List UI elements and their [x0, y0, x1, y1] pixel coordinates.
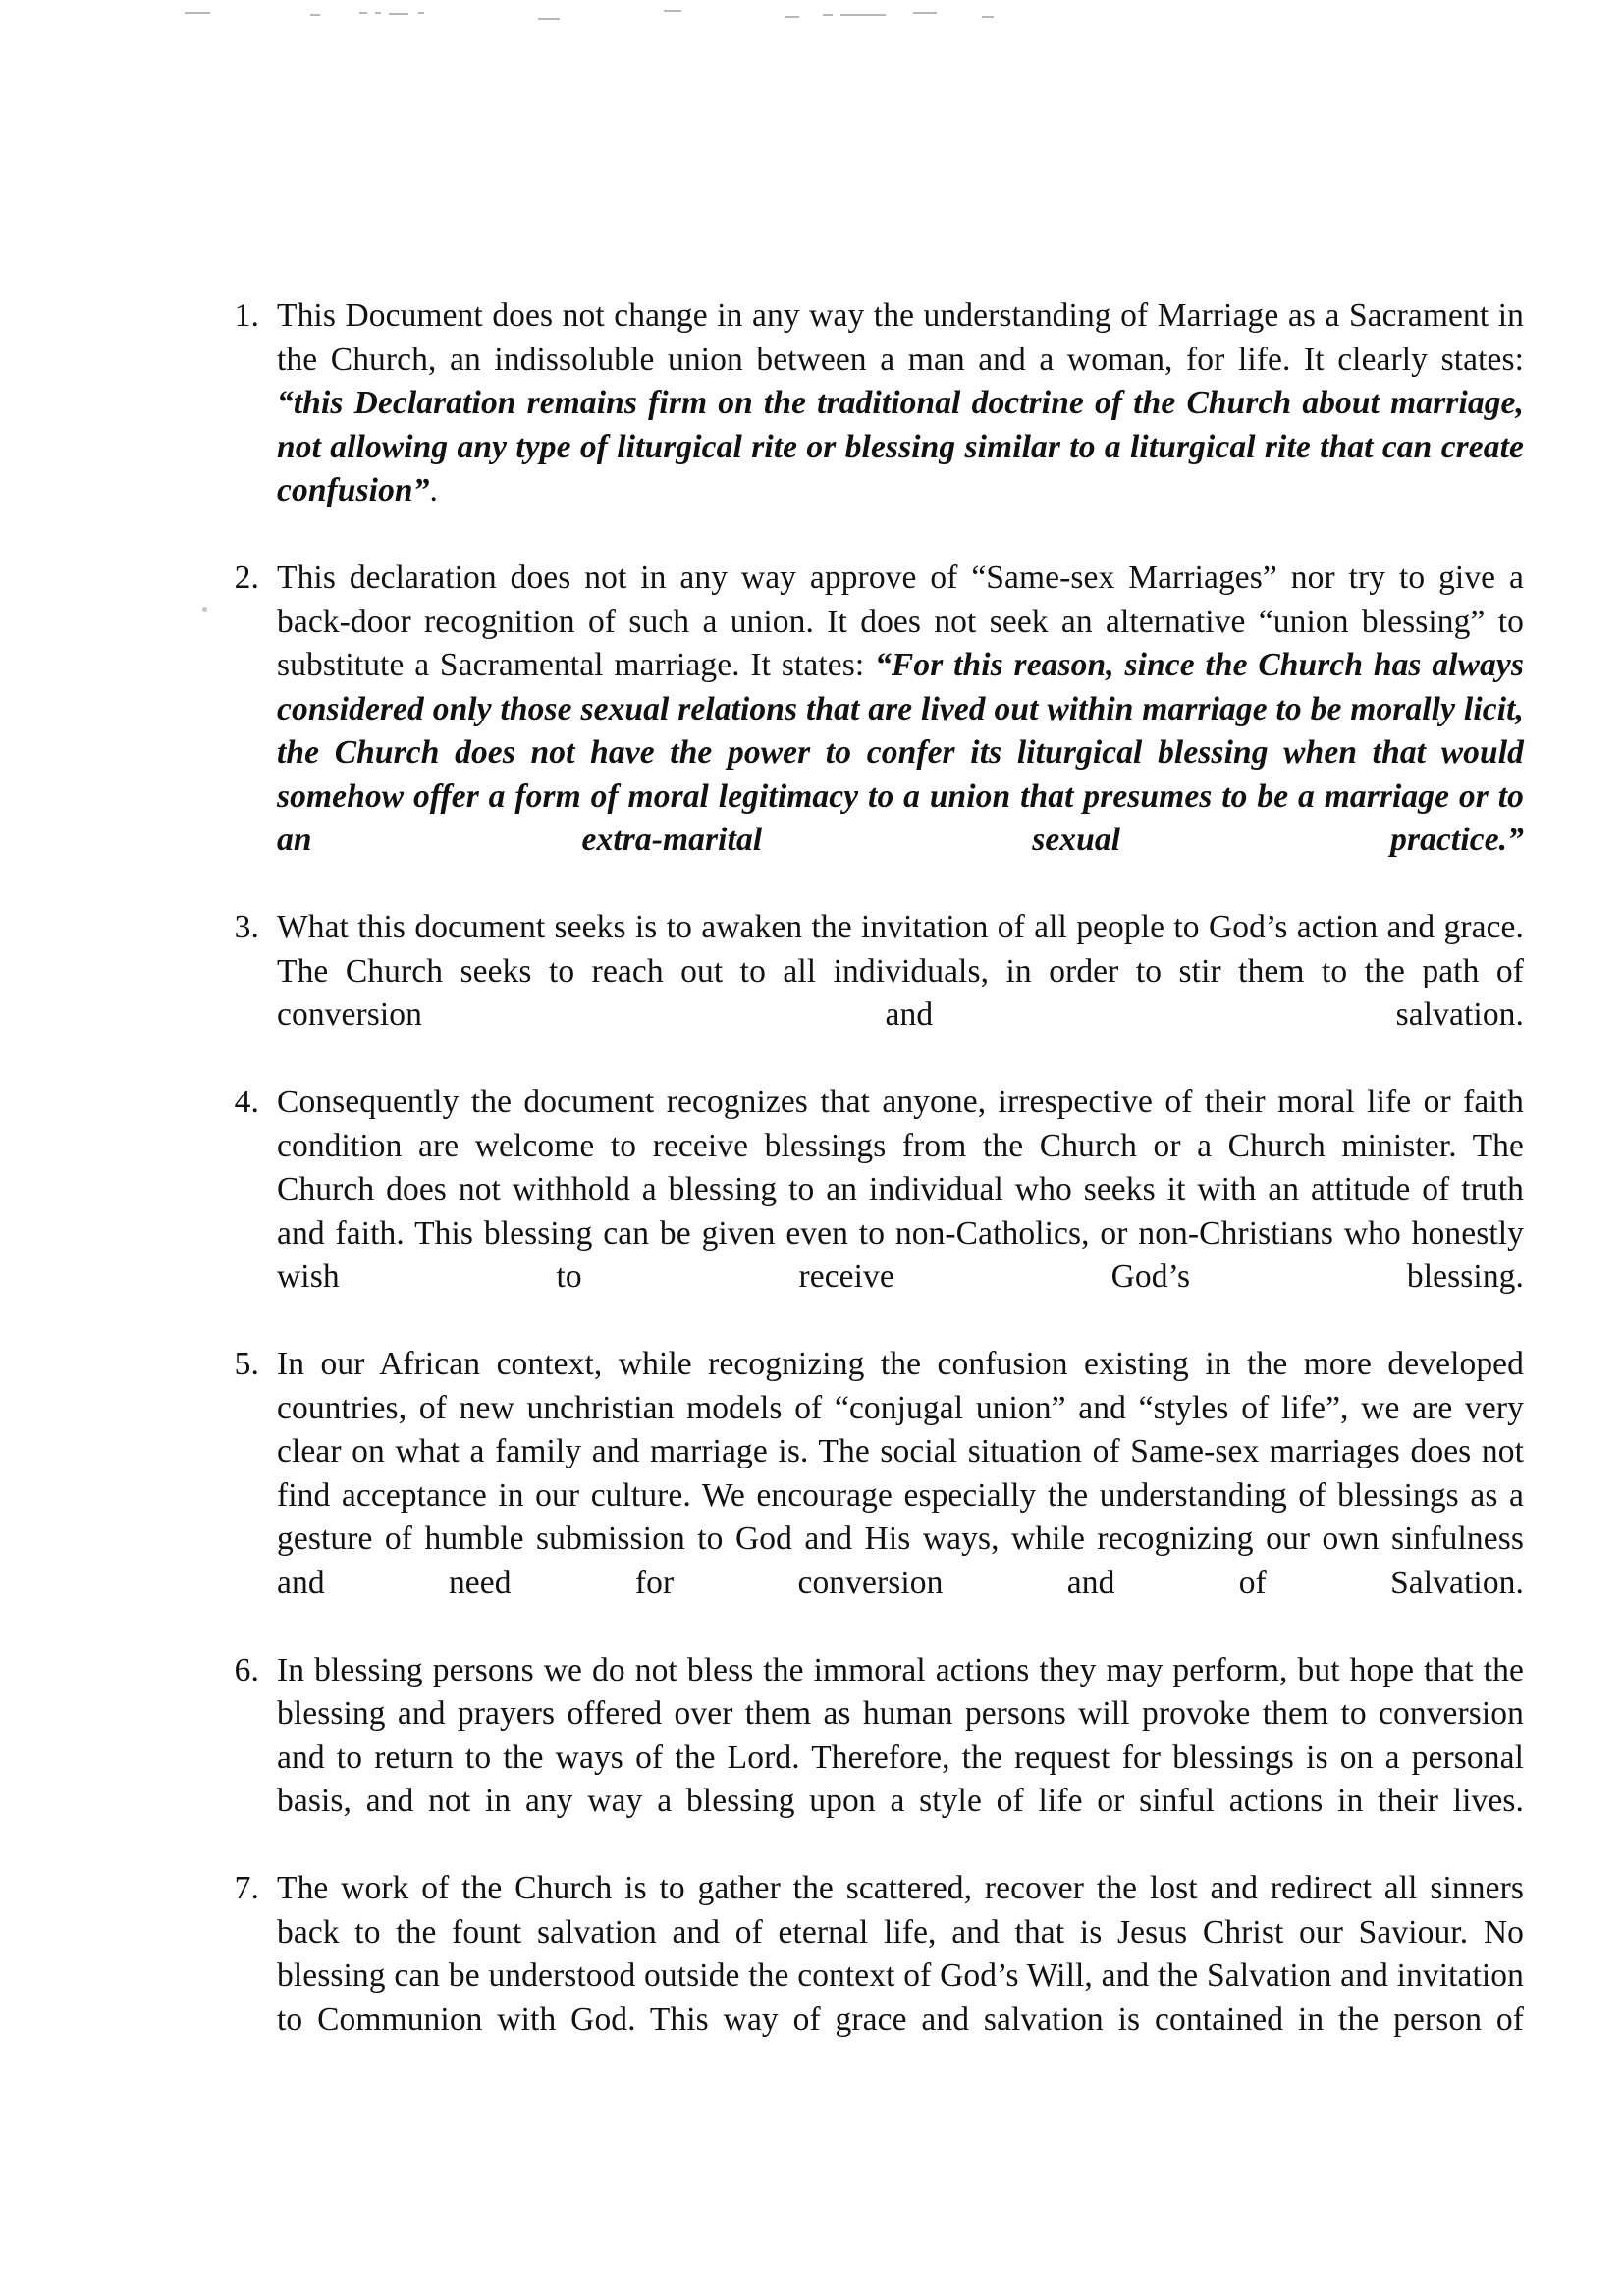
list-item	[208, 1649, 1524, 1868]
list-item	[208, 1867, 1524, 2086]
list-item-number: 2.	[234, 560, 259, 596]
list-item-text: Consequently the document recognizes that anyone, irrespective of their moral life or faith condition are welcome to receive blessings from the Church or a Church minister. The Church does not withhold a blessing to an individual who seeks it with an attitude of truth and faith. This blessing can be given even to non-Catholics, or non-Christians who honestly wish to receive God’s blessing.	[277, 1084, 1524, 1295]
list-item-text: In our African context, while recognizing the confusion existing in the more developed countries, of new unchristian models of “conjugal union” and “styles of life”, we are very clear on what a family and marriage is. The social situation of Same-sex marriages does not find acceptance in our culture. We encourage especially the understanding of blessings as a gesture of humble submission to God and His ways, while recognizing our own sinfulness and need for conversion and of Salvation.	[277, 1346, 1524, 1601]
list-item	[208, 1081, 1524, 1343]
list-item	[208, 1343, 1524, 1649]
list-item-number: 7.	[234, 1870, 259, 1906]
list-item-number: 4.	[234, 1084, 259, 1120]
numbered-list	[208, 294, 1524, 2086]
quoted-passage: “this Declaration remains firm on the traditional doctrine of the Church about marriage, not allowing any type of liturgical rite or blessing similar to a liturgical rite that can create confusion”	[277, 385, 1524, 508]
list-item-number: 3.	[234, 909, 259, 945]
list-item-text	[277, 557, 1524, 906]
text-segment: This Document does not change in any way the understanding of Marriage as a Sacrament in the Church, an indissoluble union between a man and a woman, for life. It clearly states:	[277, 297, 1524, 378]
document-body	[208, 294, 1524, 2086]
list-item-text: In blessing persons we do not bless the immoral actions they may perform, but hope that the blessing and prayers offered over them as human persons will provoke them to conversion and to return to the ways of the Lord. Therefore, the request for blessings is on a personal basis, and not in any way a blessing upon a style of life or sinful actions in their lives.	[277, 1651, 1524, 1819]
list-item-text: What this document seeks is to awaken the invitation of all people to God’s action and grace. The Church seeks to reach out to all individuals, in order to stir them to the path of conversion and salvation.	[277, 909, 1524, 1033]
list-item	[208, 557, 1524, 906]
list-item-text	[277, 294, 1524, 557]
text-segment: .	[429, 472, 438, 508]
text-segment: This declaration does not in any way approve of “Same-sex Marriages” nor try to give a back-door recognition of such a union. It does not seek an alternative “union blessing” to substitute a Sacramental marriage. It states:	[277, 560, 1524, 683]
list-item	[208, 294, 1524, 557]
list-item-text: The work of the Church is to gather the scattered, recover the lost and redirect all sinners back to the fount salvation and of eternal life, and that is Jesus Christ our Saviour. No blessing can be understood outside the context of God’s Will, and the Salvation and invitation to Communion with God. This way of grace and salvation is contained in the person of	[277, 1870, 1524, 2038]
list-item	[208, 906, 1524, 1081]
scanner-noise-top-edge	[0, 0, 1624, 39]
list-item-number: 1.	[234, 297, 259, 334]
list-item-number: 6.	[234, 1651, 259, 1688]
quoted-passage: “For this reason, since the Church has always considered only those sexual relations that are lived out within marriage to be morally licit, the Church does not have the power to confer its liturgical blessing when that would somehow offer a form of moral legitimacy to a union that presumes to be a marriage or to an extra-marital sexual practice.”	[277, 647, 1524, 858]
list-item-number: 5.	[234, 1346, 259, 1382]
